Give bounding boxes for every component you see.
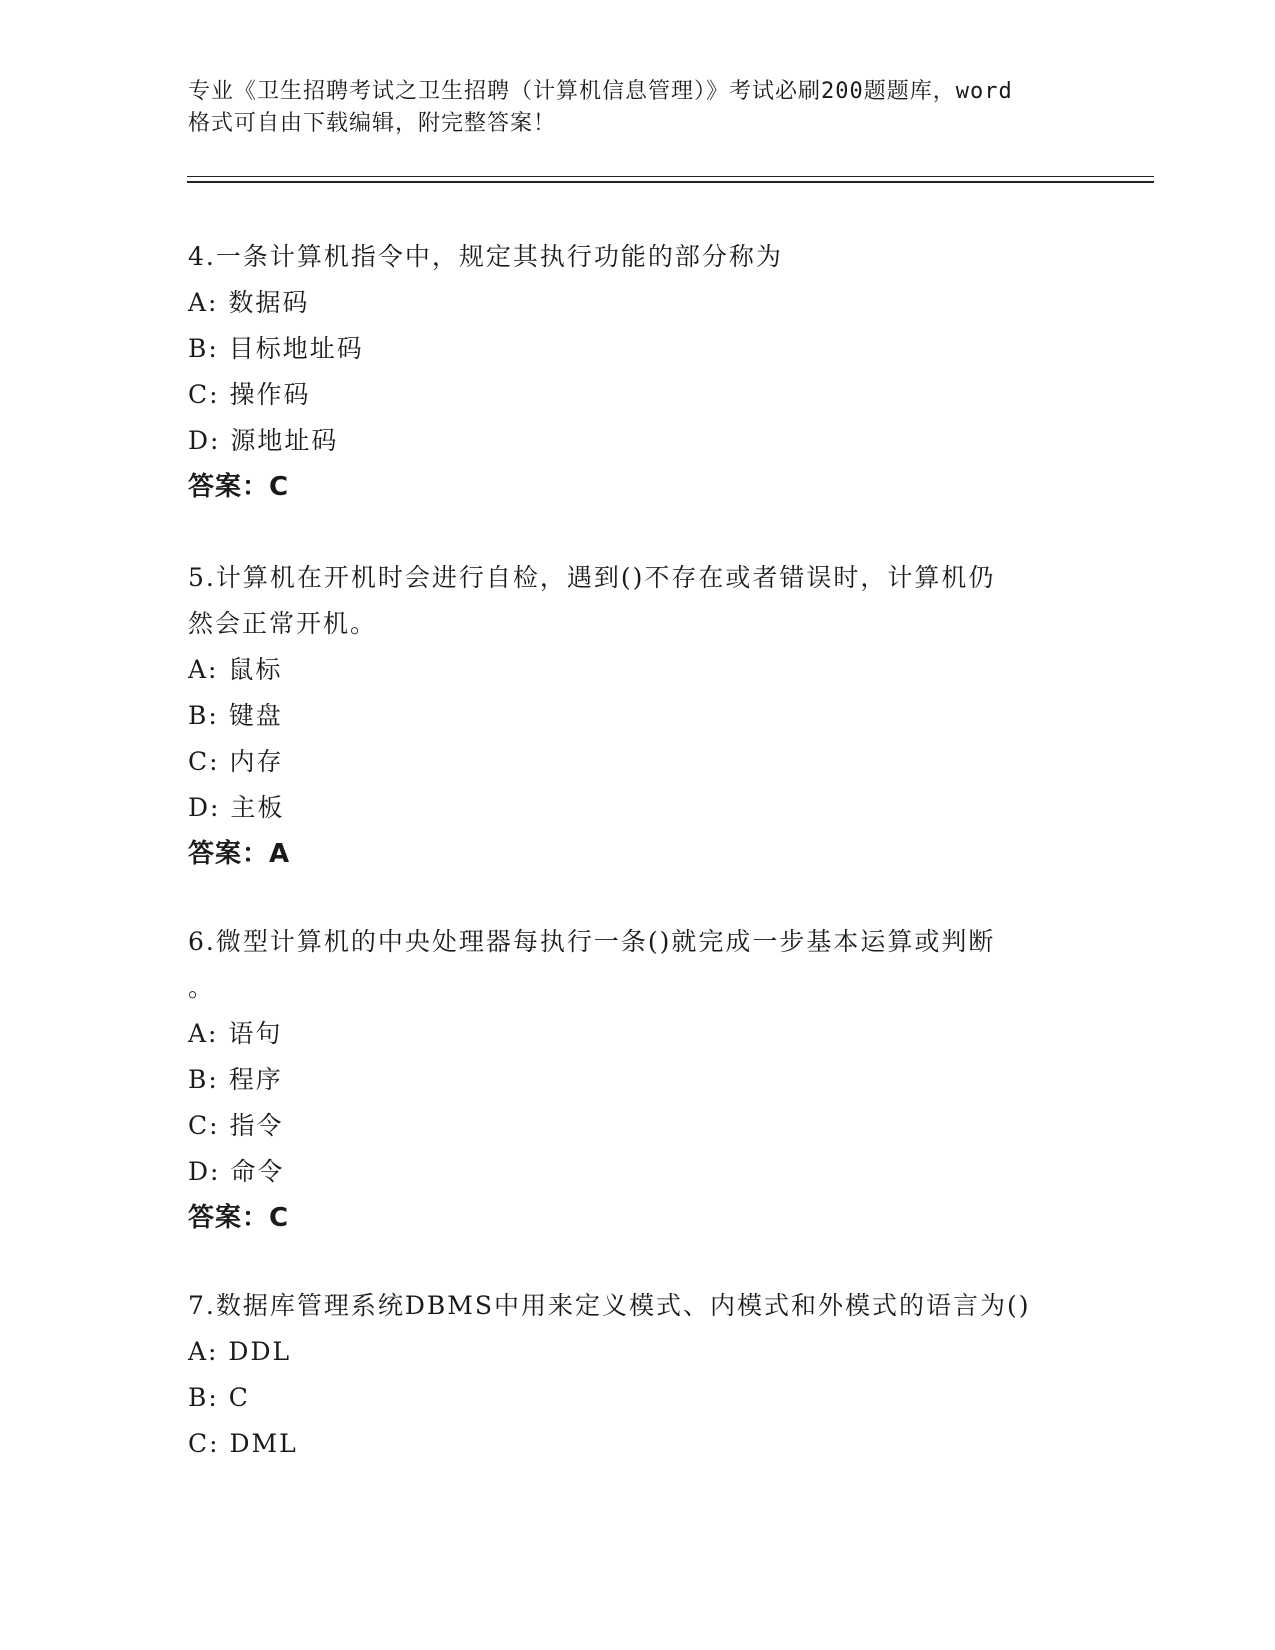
question-stem: 7.数据库管理系统DBMS中用来定义模式、内模式和外模式的语言为() <box>188 1291 1031 1320</box>
option-c: C: DML <box>188 1429 298 1458</box>
header-line-2: 格式可自由下载编辑，附完整答案！ <box>188 111 557 136</box>
question-5 <box>188 555 1088 877</box>
answer: 答案：C <box>188 1203 290 1233</box>
question-stem: 4.一条计算机指令中，规定其执行功能的部分称为 <box>188 242 783 271</box>
question-6 <box>188 919 1088 1241</box>
option-a: A: 语句 <box>188 1019 283 1048</box>
option-a: A: DDL <box>188 1337 292 1366</box>
option-b: B: 键盘 <box>188 701 283 730</box>
option-b: B: 程序 <box>188 1065 283 1094</box>
option-c: C: 内存 <box>188 747 284 776</box>
option-a: A: 鼠标 <box>188 655 283 684</box>
option-c: C: 操作码 <box>188 380 311 409</box>
question-stem-line-1: 6.微型计算机的中央处理器每执行一条()就完成一步基本运算或判断 <box>188 927 996 956</box>
question-stem-line-2: 然会正常开机。 <box>188 609 378 638</box>
header-divider-thin <box>187 176 1154 177</box>
option-d: D: 命令 <box>188 1157 285 1186</box>
question-7 <box>188 1283 1088 1467</box>
question-4 <box>188 234 1088 510</box>
option-c: C: 指令 <box>188 1111 284 1140</box>
option-d: D: 主板 <box>188 793 285 822</box>
answer: 答案：C <box>188 472 290 502</box>
header-line-1: 专业《卫生招聘考试之卫生招聘（计算机信息管理）》考试必刷200题题库，word <box>188 79 1013 104</box>
answer: 答案：A <box>188 839 291 869</box>
document-header <box>188 76 1088 140</box>
option-d: D: 源地址码 <box>188 426 339 455</box>
option-a: A: 数据码 <box>188 288 310 317</box>
option-b: B: C <box>188 1383 250 1412</box>
question-stem-line-2: 。 <box>188 973 216 1002</box>
question-stem-line-1: 5.计算机在开机时会进行自检，遇到()不存在或者错误时，计算机仍 <box>188 563 996 592</box>
option-b: B: 目标地址码 <box>188 334 364 363</box>
header-divider-thick <box>187 181 1154 183</box>
